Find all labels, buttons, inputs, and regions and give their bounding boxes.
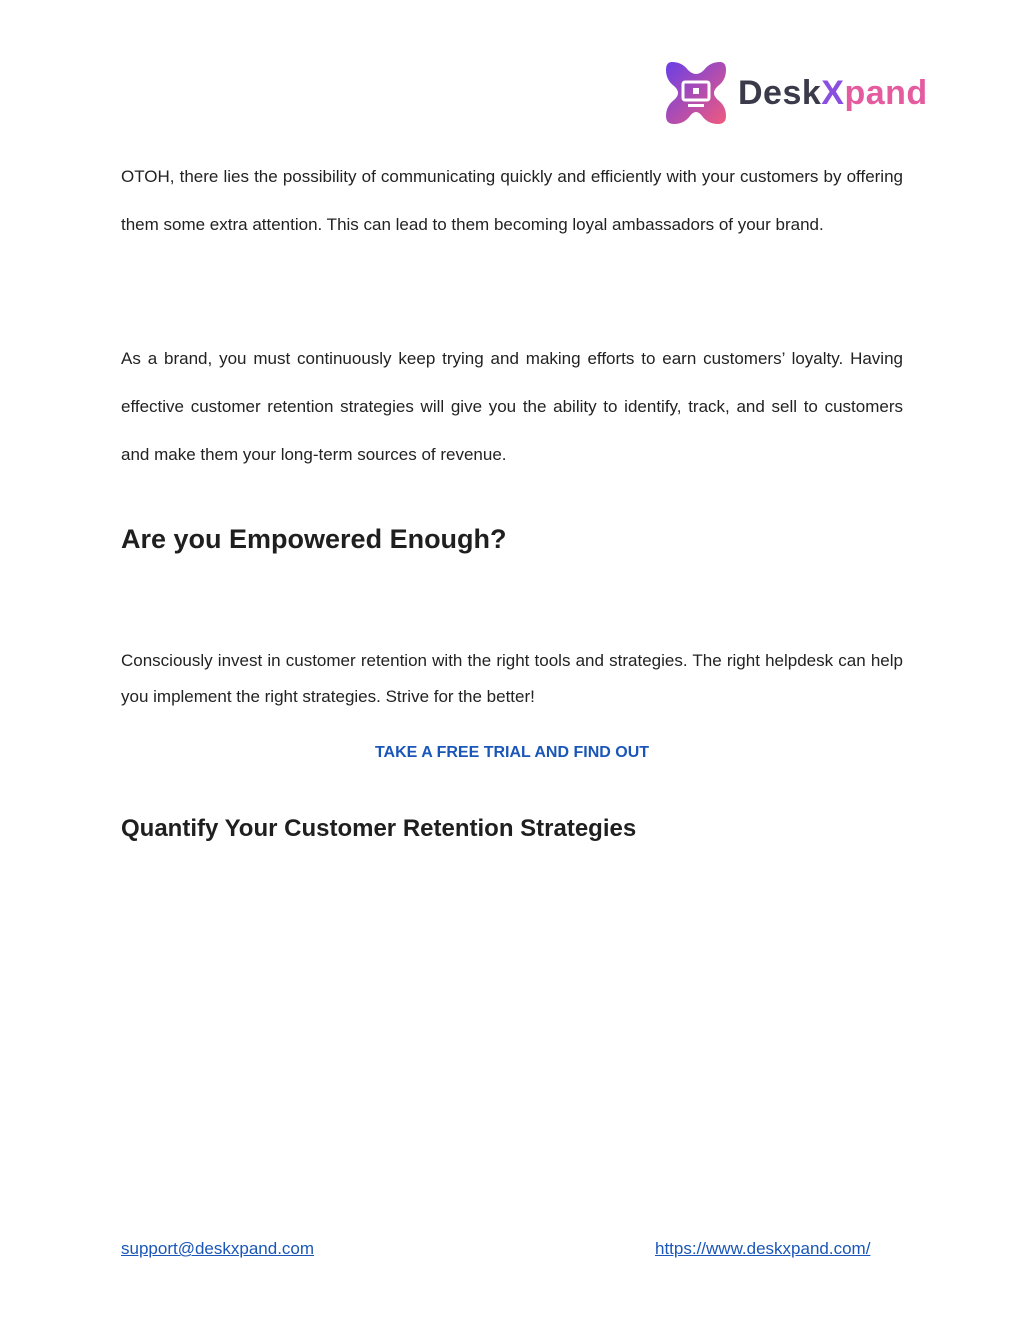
logo-wordmark [738, 74, 928, 113]
logo-text-pand: pand [844, 73, 928, 112]
support-email-link[interactable]: support@deskxpand.com [121, 1239, 315, 1258]
monitor-icon [664, 60, 728, 126]
website-link[interactable]: https://www.deskxpand.com/ [655, 1239, 871, 1258]
heading-quantify: Quantify Your Customer Retention Strategies [121, 815, 637, 842]
logo-text-desk: Desk [738, 73, 822, 112]
free-trial-link[interactable]: TAKE A FREE TRIAL AND FIND OUT [374, 744, 650, 761]
brand-logo [664, 60, 928, 126]
logo-text-x: X [821, 73, 845, 112]
paragraph-1: OTOH, there lies the possibility of communicating quickly and efficiently with your customers by offering them some extra attention. This can lead to them becoming loyal ambassadors of your brand. [121, 167, 903, 234]
paragraph-3: Consciously invest in customer retention with the right tools and strategies. The right helpdesk can help you implement the right strategies. Strive for the better! [121, 651, 903, 706]
heading-empowered: Are you Empowered Enough? [121, 524, 507, 554]
paragraph-2: As a brand, you must continuously keep trying and making efforts to earn customers’ loyalty. Having effective customer retention strategies will give you the ability to identify, track, and sell to customers and make them your long-term sources of revenue. [121, 349, 903, 464]
